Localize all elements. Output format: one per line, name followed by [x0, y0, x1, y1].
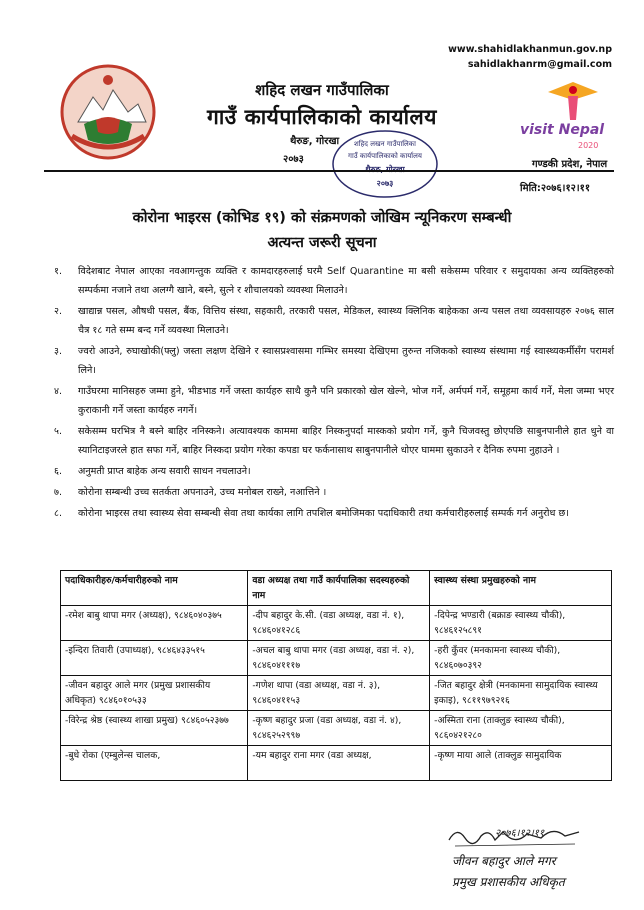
notice-point: ५. सकेसम्म घरभित्र नै बस्ने बाहिर ननिस्कने। अत्यावश्यक काममा बाहिर निस्कनुपर्दा मास्कको प्रयोग गर्ने, कुनै चिजवस्तु छोएपछि साबुनपानीले हात धुने वा स्यानिटाइजरले हात सफा गर्ने, बाहिर निस्कदा प्रयोग गरेका कपडा घर फर्कनासाथ साबुनपानीले धोएर घाममा सुकाउने र दैनिक रुपमा नुहाउने । [54, 426, 614, 456]
table-row [61, 641, 612, 676]
table-cell: -अस्मिता राना (ताक्लुङ स्वास्थ्य चौकी), ९८६०४२१२८० [430, 711, 612, 746]
contact-info [448, 42, 612, 72]
table-cell: -जीवन बहादुर आले मगर (प्रमुख प्रशासकीय अधिकृत) ९८४६०१०५३३ [61, 676, 248, 711]
signatory-name: जीवन बहादुर आले मगर [452, 854, 556, 868]
table-row [61, 711, 612, 746]
table-row [61, 676, 612, 711]
table-cell: -यम बहादुर राना मगर (वडा अध्यक्ष, [248, 746, 430, 781]
table-row [61, 746, 612, 781]
notice-subtitle: अत्यन्त जरूरी सूचना [267, 235, 377, 251]
handwritten-signature [445, 822, 585, 850]
visit-logo-text: visit Nepal [520, 122, 605, 138]
table-cell: -कृष्ण बहादुर प्रजा (वडा अध्यक्ष, वडा नं. ४), ९८४६२५२९९७ [248, 711, 430, 746]
notice-point: १. विदेशबाट नेपाल आएका नवआगन्तुक व्यक्ति र कामदारहरुलाई घरमै Self Quarantine मा बसी सकेसम्म परिवार र समुदायका अन्य व्यक्तिहरुको सम्पर्कमा नजाने तथा अलग्गै खाने, बस्ने, सुत्ने र शौचालयको व्यवस्था मिलाउने। [54, 266, 614, 296]
contacts-table [60, 570, 612, 781]
office-location: थैरुङ, गोरखा [290, 136, 340, 147]
stamp-line2: गाउँ कार्यपालिकाको कार्यालय [348, 152, 422, 160]
signatory-title: प्रमुख प्रशासकीय अधिकृत [452, 875, 565, 889]
table-cell: -जित बहादुर क्षेत्री (मनकामना सामुदायिक स्वास्थ्य इकाइ), ९८११९७९२१६ [430, 676, 612, 711]
municipality-name: शहिद लखन गाउँपालिका [255, 81, 389, 99]
column-header-health-chiefs: स्वास्थ्य संस्था प्रमुखहरुको नाम [430, 571, 612, 606]
website-text: www.shahidlakhanmun.gov.np [448, 44, 612, 55]
table-cell: -कृष्ण माया आले (ताक्लुङ सामुदायिक [430, 746, 612, 781]
visit-nepal-2020-logo [518, 82, 618, 154]
signature-date: २०७६।१२।११ [495, 828, 545, 839]
notice-point: २. खाद्यान्न पसल, औषधी पसल, बैंक, वित्तिय संस्था, सहकारी, तरकारी पसल, मेडिकल, स्वास्थ्य क्लिनिक बाहेकका अन्य पसल तथा व्यवसायहरु २०७६ साल चैत्र १८ गते सम्म बन्द गर्ने व्यवस्था मिलाउने। [54, 306, 614, 336]
table-cell: -हरी कुँवर (मनकामना स्वास्थ्य चौकी), ९८४६०७०३९२ [430, 641, 612, 676]
stamp-line3 [365, 164, 405, 174]
established-year: २०७३ [283, 154, 304, 165]
notice-point: ७. कोरोना सम्बन्धी उच्च सतर्कता अपनाउने, उच्च मनोबल राख्ने, नआत्तिने । [54, 487, 327, 498]
table-cell: -विरेन्द्र श्रेष्ठ (स्वास्थ्य शाखा प्रमुख) ९८४६०५२३७७ [61, 711, 248, 746]
email-text: sahidlakhanrm@gmail.com [467, 59, 612, 70]
notice-points [54, 262, 614, 525]
table-cell: -दिपेन्द्र भण्डारी (बक्राङ स्वास्थ्य चौकी), ९८४६१२५८९१ [430, 606, 612, 641]
table-cell: -इन्दिरा तिवारी (उपाध्यक्ष), ९८४६४३३५१५ [61, 641, 248, 676]
column-header-ward-chairs: वडा अध्यक्ष तथा गाउँ कार्यपालिका सदस्यहरुको नाम [248, 571, 430, 606]
table-cell: -अचल बाबु थापा मगर (वडा अध्यक्ष, वडा नं. २), ९८४६०४१११७ [248, 641, 430, 676]
table-cell: -गणेश थापा (वडा अध्यक्ष, वडा नं. ३), ९८४६०४११५३ [248, 676, 430, 711]
stamp-line1: शहिद लखन गाउँपालिका [354, 140, 416, 148]
column-header-officials: पदाधिकारीहरु/कर्मचारीहरुको नाम [61, 571, 248, 606]
notice-point: ३. ज्वरो आउने, रुघाखोकी(फ्लु) जस्ता लक्षण देखिने र स्वासप्रश्वासमा गम्भिर समस्या देखिएमा तुरुन्त नजिकको स्वास्थ्य संस्थामा गई स्वास्थ्यकर्मीसँग परामर्श लिने। [54, 346, 614, 376]
notice-date: मिति:२०७६।१२।११ [520, 183, 591, 194]
table-header-row [61, 571, 612, 606]
notice-title: कोरोना भाइरस (कोभिड १९) को संक्रमणको जोखिम न्यूनिकरण सम्बन्धी [132, 210, 512, 226]
notice-point: ८. कोरोना भाइरस तथा स्वास्थ्य सेवा सम्बन्धी सेवा तथा कार्यका लागि तपशिल बमोजिमका पदाधिकारी तथा कर्मचारीहरुलाई सम्पर्क गर्न अनुरोध छ। [54, 508, 569, 519]
province-text: गण्डकी प्रदेश, नेपाल [532, 159, 608, 170]
notice-point: ६. अनुमती प्राप्त बाहेक अन्य सवारी साधन नचलाउने। [54, 466, 251, 477]
table-cell: -बुधे रोका (एम्बुलेन्स चालक, [61, 746, 248, 781]
visit-logo-year: 2020 [578, 141, 599, 150]
stamp-line4: २०७३ [376, 179, 394, 188]
notice-point: ४. गाउँघरमा मानिसहरु जम्मा हुने, भीडभाड गर्ने जस्ता कार्यहरु साथै कुनै पनि प्रकारको खेल खेल्ने, भोज गर्ने, अर्मपर्म गर्ने, समूहमा कार्य गर्ने, मेला जम्मा भएर कुराकानी गर्ने जस्ता कार्यहरु नगर्ने। [54, 386, 614, 416]
header-divider [44, 170, 614, 172]
office-name: गाउँ कार्यपालिकाको कार्यालय [207, 105, 437, 129]
table-cell: -दीप बहादुर के.सी. (वडा अध्यक्ष, वडा नं. १), ९८४६०४१२८६ [248, 606, 430, 641]
office-stamp [330, 128, 440, 200]
table-cell: -रमेश बाबु थापा मगर (अध्यक्ष), ९८४६०४०३७५ [61, 606, 248, 641]
table-row [61, 606, 612, 641]
